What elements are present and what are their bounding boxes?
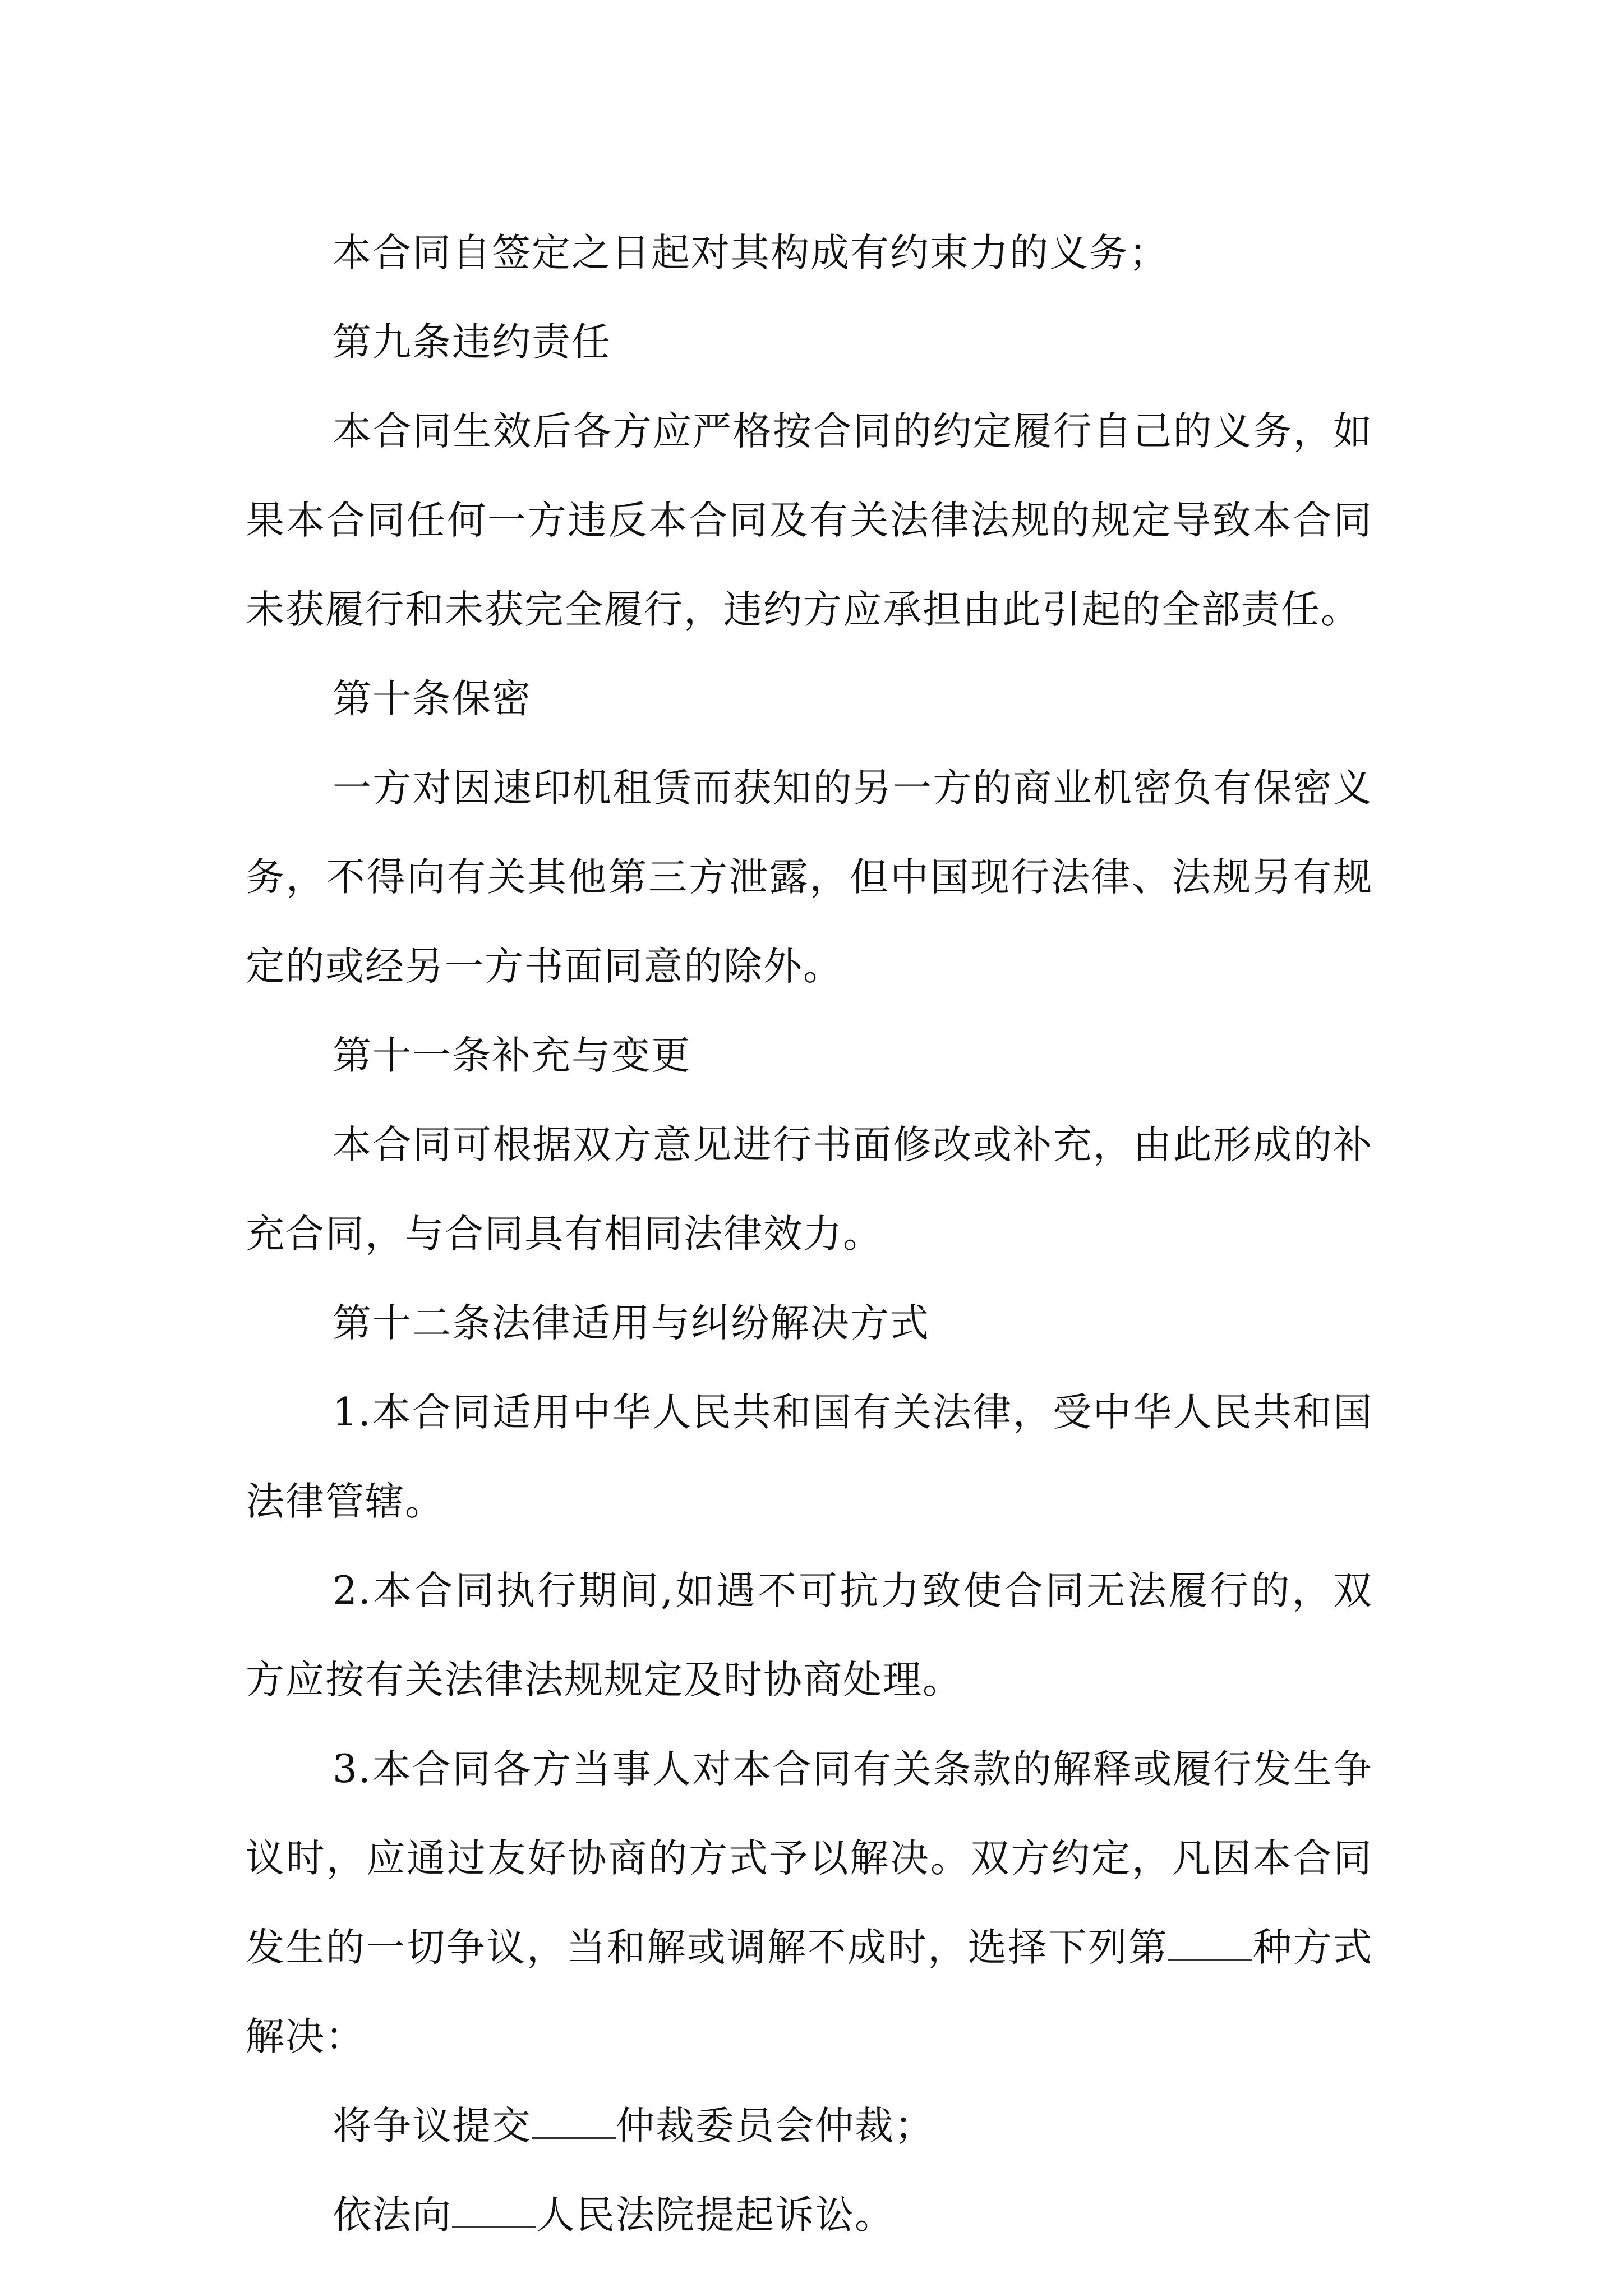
paragraph-dispute: [246, 1725, 1373, 2082]
paragraph-text: 3.本合同各方当事人对本合同有关条款的解释或履行发生争议时，应通过友好协商的方式予以解决。双方约定，凡因本合同发生的一切争议，当和解或调解不成时，选择下列第: [246, 1747, 1373, 1970]
paragraph-arbitration: [246, 2082, 1373, 2171]
paragraph: 一方对因速印机租赁而获知的另一方的商业机密负有保密义务，不得向有关其他第三方泄露，但中国现行法律、法规另有规定的或经另一方书面同意的除外。: [246, 766, 1373, 989]
section-heading: 第十二条法律适用与纠纷解决方式: [333, 1301, 930, 1346]
paragraph-litigation: [246, 2171, 1373, 2260]
paragraph: 本合同可根据双方意见进行书面修改或补充，由此形成的补充合同，与合同具有相同法律效力。: [246, 1122, 1373, 1257]
section-heading: 第九条违约责任: [333, 320, 611, 365]
document-body: [246, 209, 1373, 2260]
fill-in-blank: [1168, 1936, 1252, 1961]
paragraph: 本合同生效后各方应严格按合同的约定履行自己的义务，如果本合同任何一方违反本合同及有关法律法规的规定导致本合同未获履行和未获完全履行，违约方应承担由此引起的全部责任。: [246, 409, 1373, 632]
paragraph: 本合同自签定之日起对其构成有约束力的义务；: [333, 231, 1169, 275]
fill-in-blank: [532, 2115, 616, 2139]
paragraph-text: 种方式解决：: [246, 1925, 1373, 2059]
paragraph-text: 仲裁委员会仲裁；: [616, 2104, 934, 2148]
paragraph: 1.本合同适用中华人民共和国有关法律，受中华人民共和国法律管辖。: [246, 1390, 1373, 1524]
section-heading: 第十条保密: [333, 677, 532, 721]
section-heading: 第十一条补充与变更: [333, 1033, 691, 1078]
paragraph-text: 人民法院提起诉讼。: [536, 2193, 895, 2238]
paragraph-text: 依法向: [333, 2193, 452, 2238]
paragraph: 2.本合同执行期间,如遇不可抗力致使合同无法履行的，双方应按有关法律法规规定及时协商处理。: [246, 1568, 1373, 1703]
paragraph-text: 将争议提交: [333, 2104, 532, 2148]
fill-in-blank: [452, 2204, 536, 2228]
